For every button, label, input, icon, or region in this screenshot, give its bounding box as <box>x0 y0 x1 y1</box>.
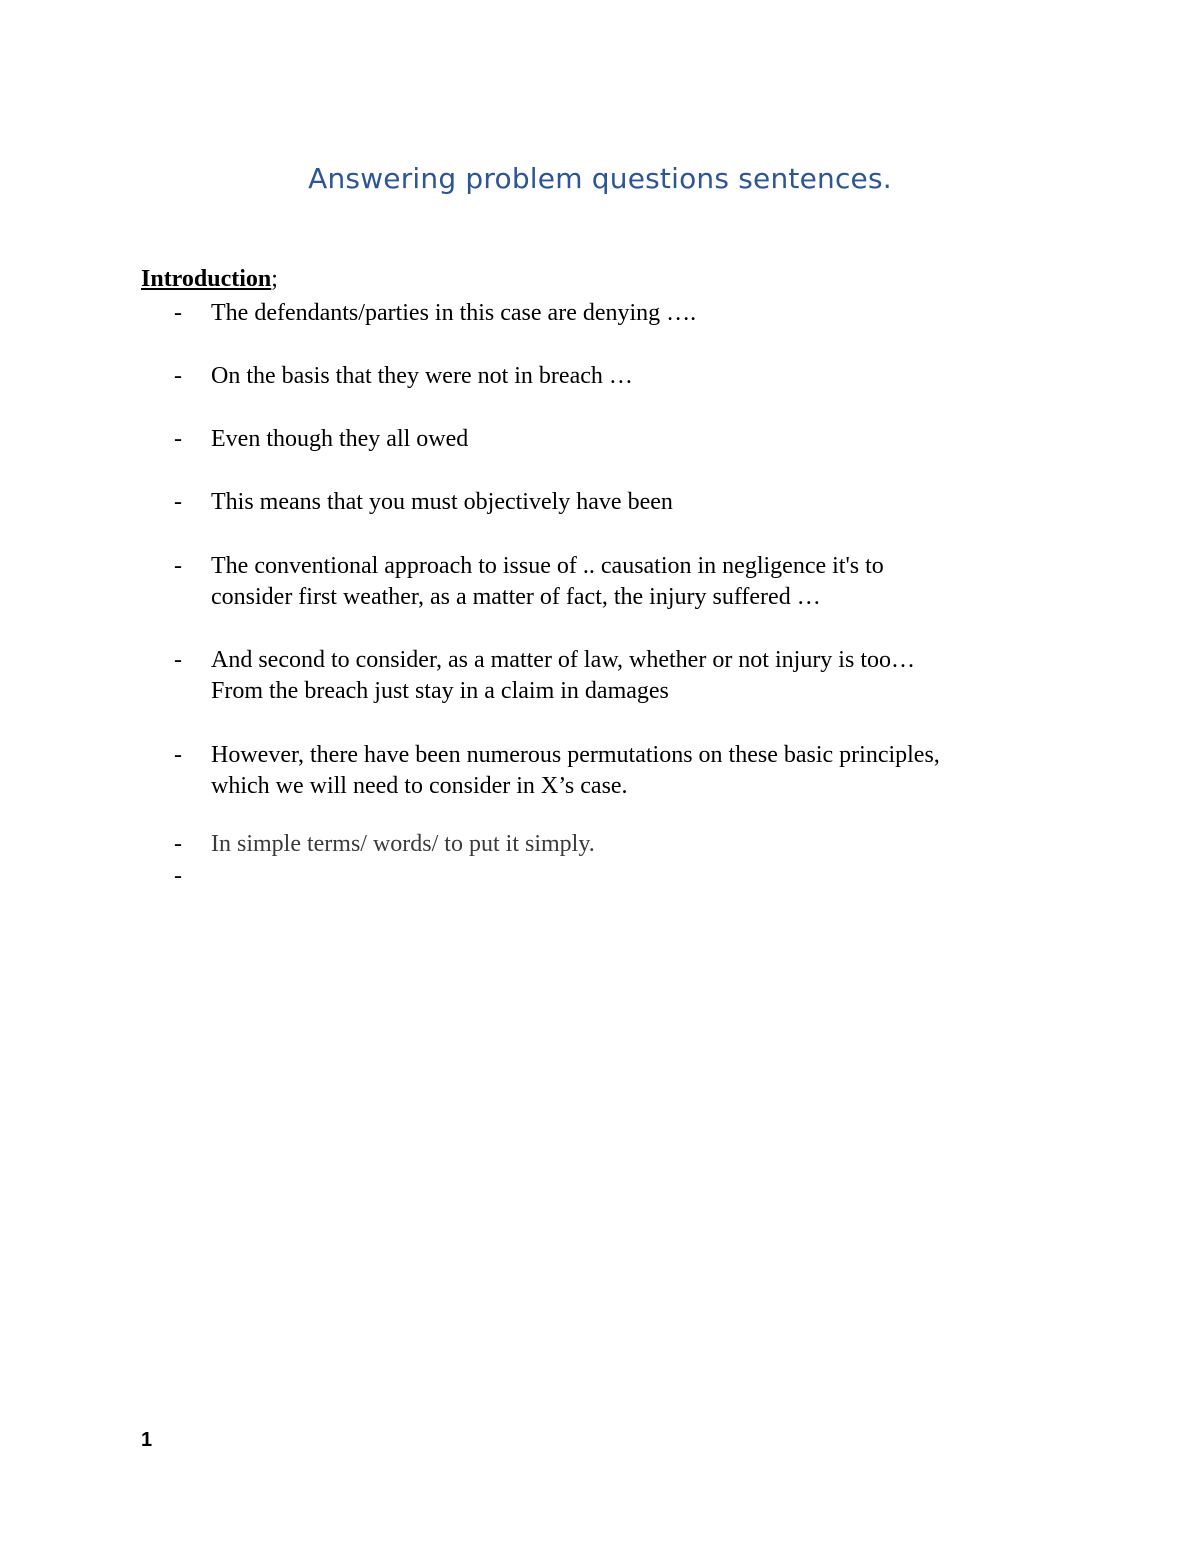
bullet-line: From the breach just stay in a claim in damages <box>211 678 669 704</box>
bullet-dash: - <box>174 300 182 326</box>
bullet-dash: - <box>174 831 182 857</box>
bullet-line: However, there have been numerous permutations on these basic principles, <box>211 742 940 768</box>
page-number: 1 <box>141 1429 153 1451</box>
bullet-line: And second to consider, as a matter of law, whether or not injury is too… <box>211 647 915 673</box>
bullet-dash: - <box>174 426 182 452</box>
bullet-line: consider first weather, as a matter of fact, the injury suffered … <box>211 584 821 610</box>
section-heading <box>141 266 278 293</box>
bullet-dash: - <box>174 647 182 673</box>
section-heading-label: Introduction <box>141 266 272 292</box>
bullet-dash: - <box>174 863 182 889</box>
bullet-text <box>211 829 1091 860</box>
bullet-line: which we will need to consider in X’s case. <box>211 773 628 799</box>
section-heading-suffix: ; <box>271 266 278 292</box>
bullet-line: The conventional approach to issue of .. causation in negligence it's to <box>211 553 884 579</box>
bullet-line: Even though they all owed <box>211 426 469 452</box>
bullet-dash: - <box>174 742 182 768</box>
bullet-text <box>211 645 1091 707</box>
bullet-line: In simple terms/ words/ to put it simply. <box>211 831 595 857</box>
bullet-dash: - <box>174 553 182 579</box>
bullet-dash: - <box>174 489 182 515</box>
bullet-line: This means that you must objectively have been <box>211 489 673 515</box>
bullet-line: The defendants/parties in this case are denying …. <box>211 300 697 326</box>
document-title: Answering problem questions sentences. <box>308 162 892 195</box>
bullet-dash: - <box>174 363 182 389</box>
bullet-line: On the basis that they were not in breach … <box>211 363 633 389</box>
bullet-text <box>211 361 1091 392</box>
bullet-text <box>211 740 1091 802</box>
bullet-text <box>211 551 1091 613</box>
bullet-text <box>211 298 1091 329</box>
bullet-text <box>211 487 1091 518</box>
bullet-text <box>211 424 1091 455</box>
